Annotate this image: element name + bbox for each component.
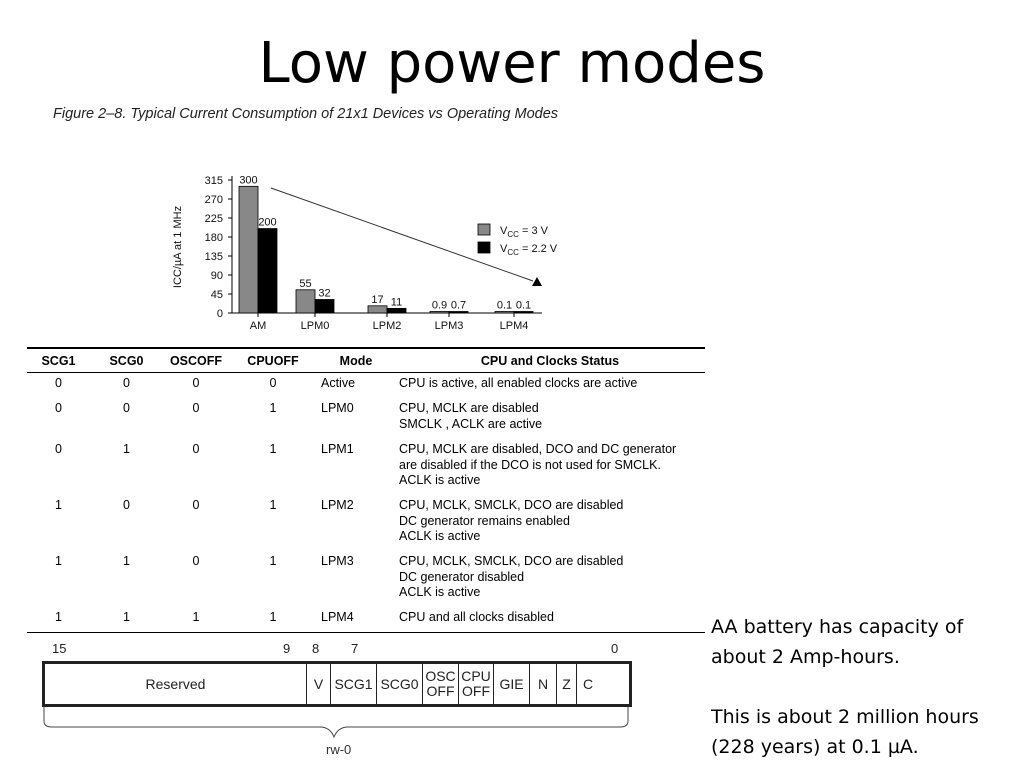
register-field-osc-off [423,664,459,704]
register-field-label: V [313,675,324,692]
cell-oscoff: 1 [163,607,229,633]
col-header-mode: Mode [317,348,395,373]
status-line: CPU and all clocks disabled [399,610,554,624]
trend-arrow-line [271,188,533,281]
y-tick-label: 45 [210,289,223,301]
cell-status [395,373,705,399]
status-line: are disabled if the DCO is not used for SMCLK. [399,457,661,472]
bit-label-8: 8 [312,641,320,656]
trend-arrowhead-icon [532,277,542,286]
y-tick-label: 135 [204,251,223,263]
cell-status [395,551,705,607]
bar-value-label: 300 [239,174,258,187]
slide-title: Low power modes [258,31,766,96]
cell-mode: LPM1 [321,442,354,456]
status-line: ACLK is active [399,529,481,543]
legend-prefix: V [500,243,508,255]
bit-label-15: 15 [52,641,67,656]
cell-scg1: 1 [55,554,62,568]
cell-status [395,495,705,551]
cell-cpuoff: 1 [269,401,277,415]
register-field-label: C [582,675,594,692]
register-field-gie [494,664,530,704]
register-field-scg1 [331,664,377,704]
cell-scg0: 1 [90,607,163,633]
bit-label-9: 9 [283,641,291,656]
y-tick-label: 0 [216,308,223,320]
cell-scg1: 0 [55,442,62,456]
legend-subscript: CC [507,230,519,239]
cell-cpuoff: 0 [269,376,277,390]
register-field-v [307,664,331,704]
bar-am-series-0 [239,186,258,313]
chart-legend [478,224,558,257]
legend-swatch-1 [478,242,490,253]
battery-capacity-text: AA battery has capacity of about 2 Amp-hours. [711,616,964,668]
bar-am-series-1 [258,229,277,313]
y-tick-label: 180 [204,232,223,244]
bar-value-label: 0.9 [431,299,448,312]
bit-label-0: 0 [611,641,619,656]
cell-scg0: 0 [123,498,130,512]
bar-lpm2-series-0 [368,306,387,313]
cell-cpuoff: 1 [269,442,277,456]
col-header-scg0: SCG0 [90,348,163,373]
y-tick-label: 90 [210,270,223,282]
table-header-row [27,348,705,373]
status-line: CPU, MCLK, SMCLK, DCO are disabled [399,498,624,512]
status-line: SMCLK , ACLK are active [399,416,543,431]
x-tick-label: LPM3 [434,320,464,332]
register-field-label: SCG1 [334,675,373,692]
register-field-z [557,664,577,704]
figure-caption: Figure 2–8. Typical Current Consumption of 21x1 Devices vs Operating Modes [53,106,559,122]
cell-scg1: 0 [55,376,62,390]
x-tick-label: LPM4 [499,320,529,332]
cell-mode: LPM2 [321,498,354,512]
status-register-diagram [42,661,632,707]
legend-subscript: CC [507,248,519,257]
register-access-label: rw-0 [326,742,352,757]
col-header-status: CPU and Clocks Status [395,348,705,373]
legend-swatch-0 [478,224,490,235]
bar-lpm3-series-0 [430,312,449,314]
bar-lpm3-series-1 [449,312,468,314]
table-row [27,551,705,607]
legend-suffix: = 2.2 V [518,243,558,255]
cell-status [395,398,705,439]
legend-label-0 [500,225,549,239]
cell-scg0: 1 [123,442,130,456]
bar-value-label: 200 [258,216,277,229]
status-line: DC generator remains enabled [399,513,570,528]
register-field-label: OSC [425,668,456,684]
cell-mode: LPM0 [321,401,354,415]
battery-lifetime-text: This is about 2 million hours (228 years) at 0.1 µA. [711,706,979,758]
bar-value-label: 0.1 [496,299,513,312]
register-field-label: CPU [461,668,491,684]
table-row [27,398,705,439]
y-tick-label: 270 [204,194,223,206]
bar-value-label: 17 [371,293,384,306]
register-field-label: GIE [499,675,524,692]
y-tick-label: 315 [204,175,223,187]
table-row [27,495,705,551]
low-power-modes-table [27,347,705,633]
bar-value-label: 0.1 [515,299,532,312]
x-tick-label: LPM2 [372,320,402,332]
cell-mode: LPM3 [321,554,354,568]
cell-cpuoff: 1 [229,607,317,633]
status-line: ACLK is active [399,473,481,487]
cell-status [395,439,705,495]
bar-value-label: 55 [299,277,312,290]
register-field-label: Reserved [145,675,206,692]
legend-label-1 [500,243,558,257]
bar-value-label: 32 [318,287,331,300]
col-header-oscoff: OSCOFF [163,348,229,373]
bar-lpm2-series-1 [387,308,406,313]
cell-scg1: 1 [27,607,90,633]
status-line: CPU is active, all enabled clocks are active [399,376,638,390]
table-row [27,607,705,633]
register-brace [42,707,632,743]
legend-prefix: V [500,225,508,237]
bar-value-label: 0.7 [450,299,467,312]
cell-scg1: 0 [55,401,62,415]
bit-label-7: 7 [351,641,359,656]
cell-scg0: 0 [123,376,130,390]
col-header-cpuoff: CPUOFF [229,348,317,373]
cell-cpuoff: 1 [269,498,277,512]
x-tick-label: AM [249,320,267,332]
bar-lpm0-series-1 [315,299,334,313]
cell-mode: Active [321,376,356,390]
status-line: DC generator disabled [399,569,525,584]
register-field-label: SCG0 [380,675,419,692]
cell-status [395,607,705,633]
status-line: ACLK is active [399,585,481,599]
register-field-n [530,664,557,704]
register-field-label: Z [562,675,571,692]
cell-scg0: 0 [123,401,130,415]
y-axis-label: ICC/µA at 1 MHz [172,205,184,289]
register-field-c [577,664,599,704]
cell-scg0: 1 [123,554,130,568]
register-field-label: OFF [426,683,455,699]
table-row [27,373,705,399]
bar-lpm4-series-0 [495,312,514,314]
cell-oscoff: 0 [192,376,200,390]
battery-note [711,612,1021,762]
cell-oscoff: 0 [192,554,200,568]
legend-suffix: = 3 V [518,225,548,237]
register-field-scg0 [377,664,423,704]
register-field-label: N [537,675,549,692]
register-field-reserved [45,664,307,704]
status-line: CPU, MCLK, SMCLK, DCO are disabled [399,554,624,568]
bar-lpm4-series-1 [514,312,533,314]
cell-cpuoff: 1 [269,554,277,568]
bar-value-label: 11 [390,296,403,309]
col-header-scg1: SCG1 [27,348,90,373]
x-tick-label: LPM0 [300,320,330,332]
cell-oscoff: 0 [192,498,200,512]
y-tick-label: 225 [204,213,223,225]
cell-scg1: 1 [55,498,62,512]
status-line: CPU, MCLK are disabled [399,401,539,415]
table-row [27,439,705,495]
cell-oscoff: 0 [192,442,200,456]
status-line: CPU, MCLK are disabled, DCO and DC generator [399,442,677,456]
register-field-cpu-off [459,664,494,704]
register-field-label: OFF [462,683,490,699]
chart-axes [172,175,542,332]
cell-oscoff: 0 [192,401,200,415]
cell-mode: LPM4 [317,607,395,633]
bar-lpm0-series-0 [296,290,315,313]
